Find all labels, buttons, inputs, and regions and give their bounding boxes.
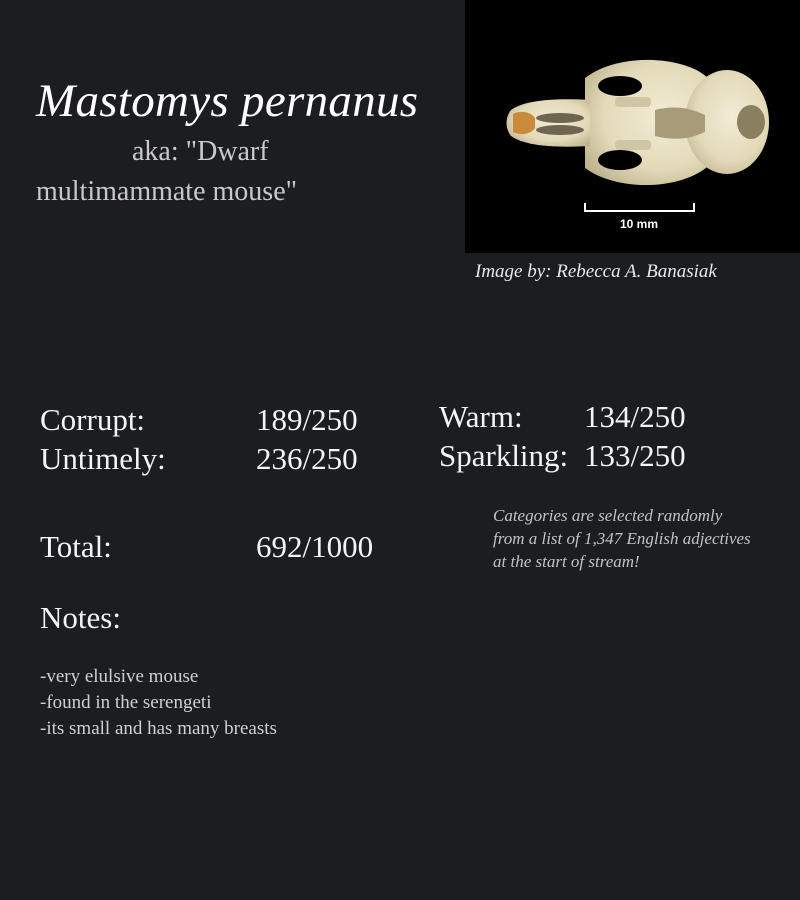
skull-image (465, 0, 800, 253)
common-name-line-1: aka: "Dwarf (132, 136, 269, 167)
notes-list (40, 664, 277, 742)
score-sparkling-label: Sparkling: (439, 438, 569, 473)
score-corrupt-value: 189/250 (256, 402, 358, 437)
note-item: -its small and has many breasts (40, 718, 277, 739)
note-item: -very elulsive mouse (40, 666, 199, 687)
notes-heading: Notes: (40, 600, 121, 635)
common-name (36, 132, 376, 212)
common-name-line-2: multimammate mouse" (36, 176, 298, 207)
total-value: 692/1000 (256, 529, 374, 564)
score-sparkling-value: 133/250 (584, 438, 686, 473)
score-corrupt-label: Corrupt: (40, 402, 146, 437)
skull-photo (465, 0, 800, 253)
scale-bar (585, 203, 694, 212)
categories-note: Categories are selected randomly from a list of 1,347 English adjectives at the start of stream! (493, 506, 751, 571)
note-item: -found in the serengeti (40, 692, 212, 713)
image-credit: Image by: Rebecca A. Banasiak (475, 261, 717, 282)
skull-drawing (507, 60, 770, 185)
scale-bar-label: 10 mm (619, 217, 659, 231)
species-name: Mastomys pernanus (36, 75, 419, 127)
score-untimely-label: Untimely: (40, 441, 166, 476)
total-label: Total: (40, 529, 112, 564)
score-warm-label: Warm: (439, 399, 523, 434)
score-untimely-value: 236/250 (256, 441, 358, 476)
score-warm-value: 134/250 (584, 399, 686, 434)
